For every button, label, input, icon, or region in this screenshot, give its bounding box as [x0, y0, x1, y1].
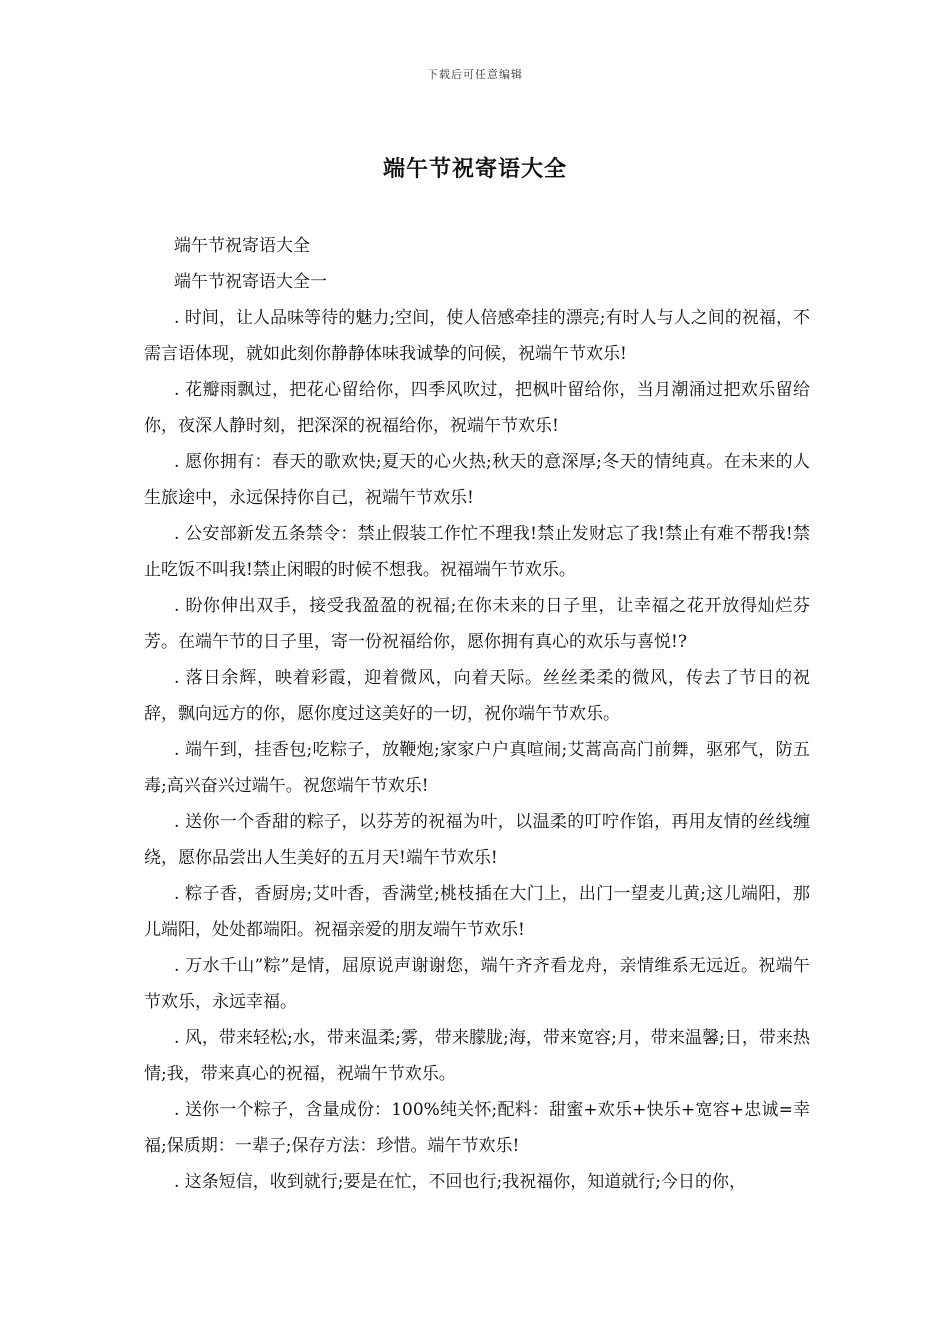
greeting-paragraph: . 送你一个粽子，含量成份：100%纯关怀;配料：甜蜜+欢乐+快乐+宽容+忠诚=幸福;保质期：一辈子;保存方法：珍惜。端午节欢乐!: [144, 1100, 810, 1156]
greeting-paragraph: . 送你一个香甜的粽子，以芬芳的祝福为叶，以温柔的叮咛作馅，再用友情的丝线缠绕，愿你品尝出人生美好的五月天!端午节欢乐!: [144, 812, 810, 868]
subtitle-line: 端午节祝寄语大全一: [174, 272, 327, 292]
greeting-paragraph: . 公安部新发五条禁令：禁止假装工作忙不理我!禁止发财忘了我!禁止有难不帮我!禁止吃饭不叫我!禁止闲暇的时候不想我。祝福端午节欢乐。: [144, 524, 810, 580]
document-title: 端午节祝寄语大全: [382, 156, 567, 182]
greeting-paragraph: . 落日余辉，映着彩霞，迎着微风，向着天际。丝丝柔柔的微风，传去了节日的祝辞，飘向远方的你，愿你度过这美好的一切，祝你端午节欢乐。: [144, 668, 810, 724]
greeting-paragraph: . 花瓣雨飘过，把花心留给你，四季风吹过，把枫叶留给你，当月潮涌过把欢乐留给你，夜深人静时刻，把深深的祝福给你，祝端午节欢乐!: [144, 380, 810, 436]
greeting-paragraph: . 这条短信，收到就行;要是在忙，不回也行;我祝福你，知道就行;今日的你，: [174, 1172, 746, 1192]
greeting-paragraph: . 风，带来轻松;水，带来温柔;雾，带来朦胧;海，带来宽容;月，带来温馨;日，带来热情;我，带来真心的祝福，祝端午节欢乐。: [144, 1028, 810, 1084]
greeting-paragraph: . 端午到，挂香包;吃粽子，放鞭炮;家家户户真喧闹;艾蒿高高门前舞，驱邪气，防五毒;高兴奋兴过端午。祝您端午节欢乐!: [144, 740, 810, 796]
greeting-paragraph: . 时间，让人品味等待的魅力;空间，使人倍感牵挂的漂亮;有时人与人之间的祝福，不需言语体现，就如此刻你静静体味我诚挚的问候，祝端午节欢乐!: [144, 308, 810, 364]
document-body: [144, 228, 810, 1200]
greeting-paragraph: . 盼你伸出双手，接受我盈盈的祝福;在你未来的日子里，让幸福之花开放得灿烂芬芳。在端午节的日子里，寄一份祝福给你，愿你拥有真心的欢乐与喜悦!?: [144, 596, 810, 652]
greeting-paragraph: . 愿你拥有：春天的歌欢快;夏天的心火热;秋天的意深厚;冬天的情纯真。在未来的人生旅途中，永远保持你自己，祝端午节欢乐!: [144, 452, 810, 508]
subtitle-line: 端午节祝寄语大全: [174, 236, 310, 256]
greeting-paragraph: . 万水千山”粽”是情，屈原说声谢谢您，端午齐齐看龙舟，亲情维系无远近。祝端午节欢乐，永远幸福。: [144, 956, 810, 1012]
header-note: 下载后可任意编辑: [427, 68, 523, 81]
greeting-paragraph: . 粽子香，香厨房;艾叶香，香满堂;桃枝插在大门上，出门一望麦儿黄;这儿端阳，那儿端阳，处处都端阳。祝福亲爱的朋友端午节欢乐!: [144, 884, 810, 940]
